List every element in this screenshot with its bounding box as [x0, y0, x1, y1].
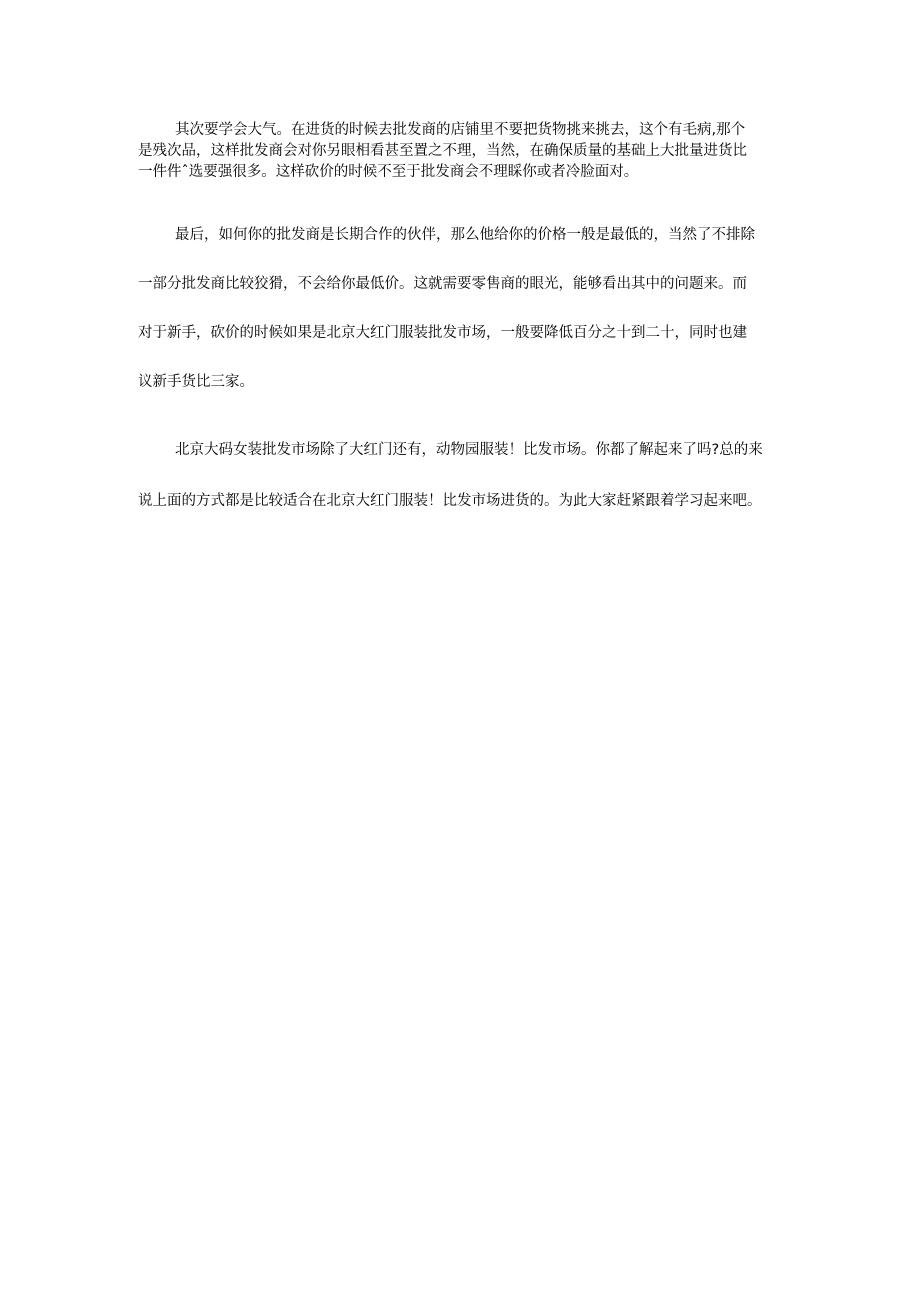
- paragraph-line: 最后，如何你的批发商是长期合作的伙伴，那么他给你的价格一般是最低的，当然了不排除: [175, 227, 755, 243]
- paragraph-line: 说上面的方式都是比较适合在北京大红门服装！比发市场进货的。为此大家赶紧跟着学习起来吧。: [138, 493, 762, 509]
- paragraph-line: 议新手货比三家。: [138, 374, 254, 390]
- paragraph-line: 北京大码女装批发市场除了大红门还有，动物园服装！比发市场。你都了解起来了吗?总的来: [175, 442, 763, 458]
- paragraph-long-term-partner: [138, 224, 798, 420]
- paragraph-line: 一件件ˆ选要强很多。这样砍价的时候不至于批发商会不理睬你或者冷脸面对。: [138, 164, 639, 180]
- paragraph-plus-size-market: [138, 439, 798, 541]
- paragraph-haggling-generosity: [138, 120, 798, 183]
- paragraph-line: 一部分批发商比较狡猾，不会给你最低价。这就需要零售商的眼光，能够看出其中的问题来。而: [138, 276, 747, 292]
- paragraph-line: 其次要学会大气。在进货的时候去批发商的店铺里不要把货物挑来挑去，这个有毛病,那个: [175, 122, 746, 138]
- paragraph-line: 是残次品，这样批发商会对你另眼相看甚至置之不理，当然，在确保质量的基础上大批量进货比: [138, 143, 747, 159]
- paragraph-line: 对于新手，砍价的时候如果是北京大红门服装批发市场，一般要降低百分之十到二十，同时也建: [138, 325, 747, 341]
